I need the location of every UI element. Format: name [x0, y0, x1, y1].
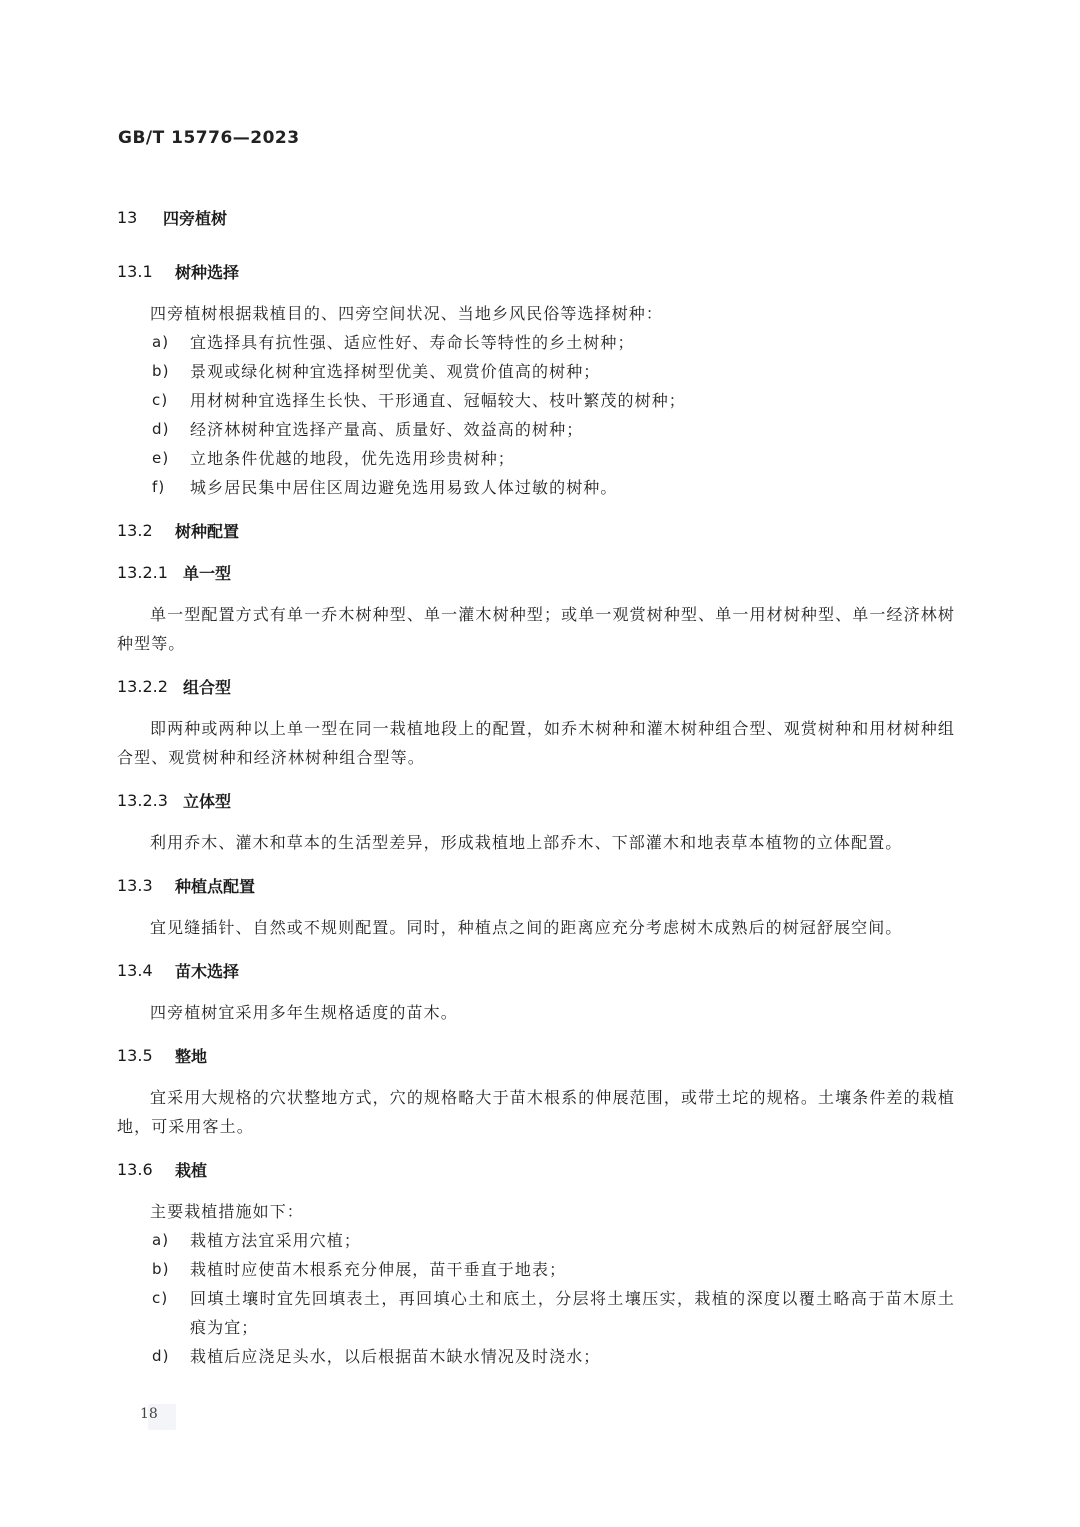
paragraph: 利用乔木、灌木和草本的生活型差异，形成栽植地上部乔木、下部灌木和地表草本植物的立体配置。	[150, 833, 903, 852]
list-text: 回填土壤时宜先回填表土，再回填心土和底土，分层将土壤压实，栽植的深度以覆土略高于苗木原土痕为宜；	[190, 1289, 955, 1337]
list-text: 经济林树种宜选择产量高、质量好、效益高的树种；	[190, 420, 584, 439]
section-title: 种植点配置	[175, 876, 256, 896]
list-text: 栽植方法宜采用穴植；	[190, 1231, 362, 1250]
species-selection-list	[117, 328, 955, 502]
section-heading-13-2-1	[117, 558, 955, 586]
section-heading-13-4	[117, 956, 955, 984]
section-intro: 主要栽植措施如下：	[150, 1202, 304, 1221]
section-number: 13.2.3	[117, 790, 168, 810]
list-marker: c)	[152, 1289, 169, 1307]
list-text: 立地条件优越的地段，优先选用珍贵树种；	[190, 449, 515, 468]
section-number: 13	[117, 207, 138, 227]
list-marker: d)	[152, 420, 170, 438]
section-number: 13.2	[117, 520, 153, 540]
planting-measures-list	[117, 1226, 955, 1371]
list-text: 城乡居民集中居住区周边避免选用易致人体过敏的树种。	[190, 478, 618, 497]
section-number: 13.2.1	[117, 562, 168, 582]
section-title: 栽植	[175, 1160, 208, 1180]
list-item	[117, 357, 955, 386]
section-intro: 四旁植树根据栽植目的、四旁空间状况、当地乡风民俗等选择树种：	[150, 304, 664, 323]
section-number: 13.1	[117, 261, 153, 281]
list-text: 栽植后应浇足头水，以后根据苗木缺水情况及时浇水；	[190, 1347, 601, 1366]
list-item	[117, 473, 955, 502]
section-heading-13-6	[117, 1155, 955, 1183]
page-number: 18	[140, 1406, 158, 1422]
section-title: 单一型	[183, 563, 232, 583]
section-number: 13.2.2	[117, 676, 168, 696]
paragraph: 宜采用大规格的穴状整地方式，穴的规格略大于苗木根系的伸展范围，或带土坨的规格。土壤条件差的栽植地，可采用客土。	[117, 1088, 955, 1136]
list-item	[117, 328, 955, 357]
list-item	[117, 1226, 955, 1255]
section-title: 整地	[175, 1046, 208, 1066]
section-number: 13.3	[117, 875, 153, 895]
section-heading-13-2-2	[117, 672, 955, 700]
section-title: 苗木选择	[175, 961, 240, 981]
paragraph: 单一型配置方式有单一乔木树种型、单一灌木树种型；或单一观赏树种型、单一用材树种型、单一经济林树种型等。	[117, 605, 955, 653]
list-text: 栽植时应使苗木根系充分伸展，苗干垂直于地表；	[190, 1260, 567, 1279]
list-item	[117, 1255, 955, 1284]
list-text: 宜选择具有抗性强、适应性好、寿命长等特性的乡土树种；	[190, 333, 635, 352]
standard-code: GB/T 15776—2023	[118, 128, 300, 148]
list-item	[117, 1342, 955, 1371]
list-marker: a)	[152, 1231, 170, 1249]
section-title: 树种选择	[175, 262, 240, 282]
list-item	[117, 1284, 955, 1342]
section-title: 四旁植树	[163, 208, 228, 228]
paragraph: 四旁植树宜采用多年生规格适度的苗木。	[150, 1003, 458, 1022]
list-text: 景观或绿化树种宜选择树型优美、观赏价值高的树种；	[190, 362, 601, 381]
section-number: 13.5	[117, 1045, 153, 1065]
section-title: 树种配置	[175, 521, 240, 541]
list-marker: b)	[152, 1260, 170, 1278]
list-marker: c)	[152, 391, 169, 409]
list-item	[117, 444, 955, 473]
section-number: 13.4	[117, 960, 153, 980]
paragraph: 即两种或两种以上单一型在同一栽植地段上的配置，如乔木树种和灌木树种组合型、观赏树种和用材树种组合型、观赏树种和经济林树种组合型等。	[117, 719, 955, 767]
section-heading-13-3	[117, 871, 955, 899]
section-heading-13-1	[117, 257, 955, 285]
section-heading-13-5	[117, 1041, 955, 1069]
document-body	[117, 203, 955, 1385]
paragraph: 宜见缝插针、自然或不规则配置。同时，种植点之间的距离应充分考虑树木成熟后的树冠舒展空间。	[150, 918, 903, 937]
list-item	[117, 386, 955, 415]
section-title: 立体型	[183, 791, 232, 811]
list-text: 用材树种宜选择生长快、干形通直、冠幅较大、枝叶繁茂的树种；	[190, 391, 686, 410]
list-marker: a)	[152, 333, 170, 351]
section-number: 13.6	[117, 1159, 153, 1179]
list-marker: e)	[152, 449, 170, 467]
section-heading-13-2-3	[117, 786, 955, 814]
list-marker: f)	[152, 478, 166, 496]
section-heading-13-2	[117, 516, 955, 544]
list-item	[117, 415, 955, 444]
list-marker: b)	[152, 362, 170, 380]
section-title: 组合型	[183, 677, 232, 697]
list-marker: d)	[152, 1347, 170, 1365]
section-heading-13	[117, 203, 955, 231]
